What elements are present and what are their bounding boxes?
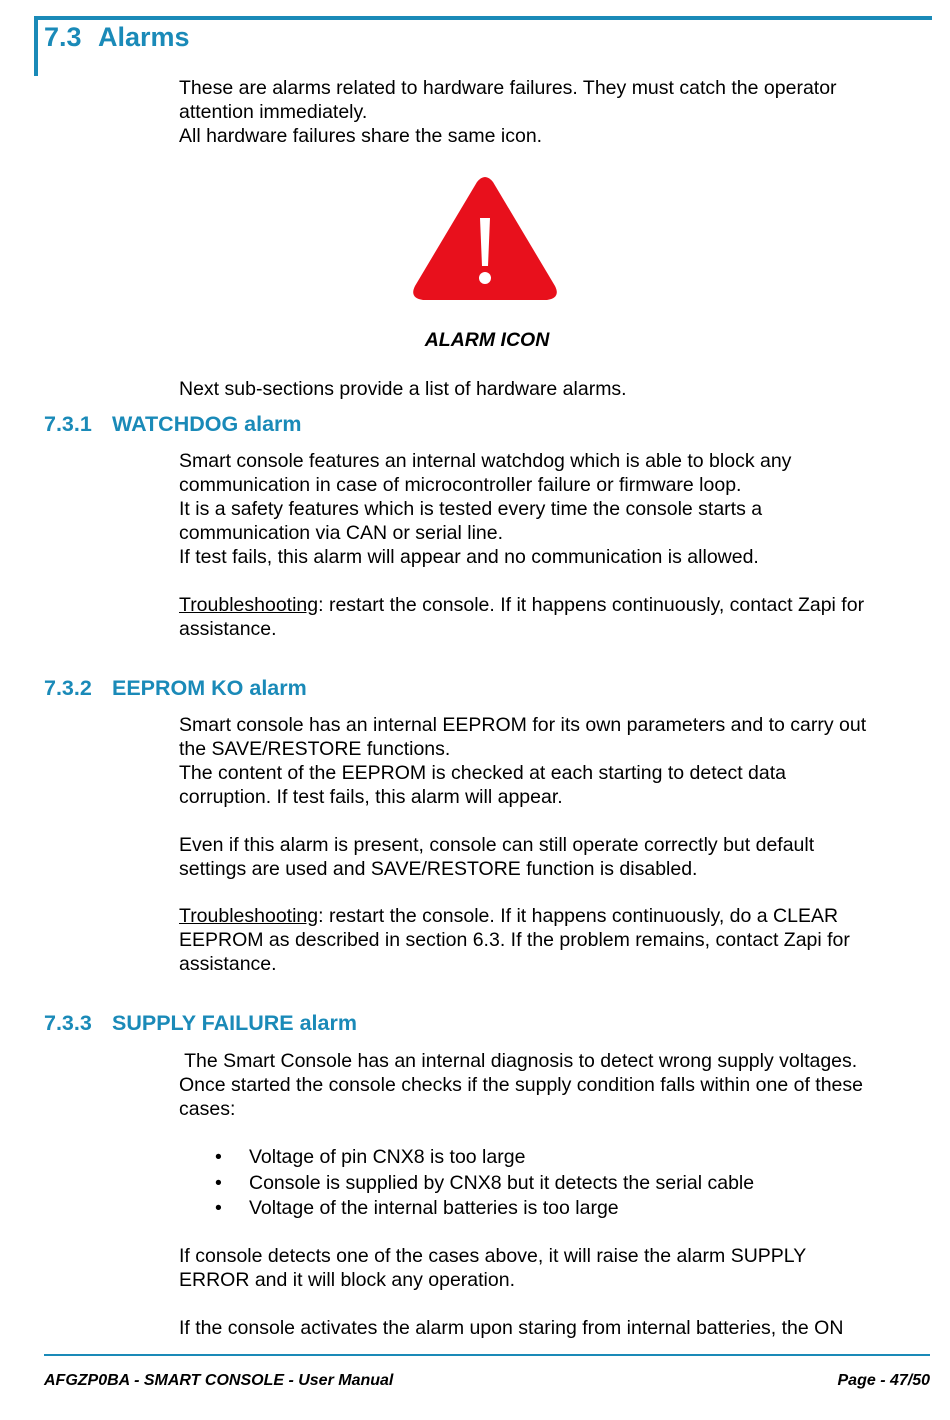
supply-line-3: cases:	[179, 1098, 236, 1120]
intro-line-1: These are alarms related to hardware failures. They must catch the operator	[179, 77, 837, 99]
watchdog-line-4: communication via CAN or serial line.	[179, 522, 504, 544]
footer-page-number: Page - 47/50	[837, 1372, 930, 1389]
subsection-number: 7.3.1	[44, 412, 92, 436]
eeprom-troubleshooting-line-2: EEPROM as described in section 6.3. If the problem remains, contact Zapi for	[179, 929, 850, 951]
troubleshooting-label: Troubleshooting	[179, 594, 319, 616]
icon-caption: ALARM ICON	[424, 329, 550, 351]
eeprom-troubleshooting-line-1	[179, 904, 838, 928]
watchdog-troubleshooting-line-1	[179, 593, 864, 617]
bullet-icon: •	[215, 1171, 222, 1194]
eeprom-line-2: the SAVE/RESTORE functions.	[179, 738, 451, 760]
watchdog-line-5: If test fails, this alarm will appear and no communication is allowed.	[179, 546, 759, 568]
bullet-icon: •	[215, 1197, 222, 1219]
subsection-title-supply-failure	[44, 1011, 357, 1036]
watchdog-troubleshooting-line-2: assistance.	[179, 618, 277, 640]
list-item-text: Voltage of the internal batteries is too large	[249, 1197, 619, 1219]
intro-line-2: attention immediately.	[179, 101, 368, 123]
troubleshooting-label: Troubleshooting	[179, 905, 319, 927]
eeprom-line-4: corruption. If test fails, this alarm will appear.	[179, 786, 563, 808]
supply-line-5: ERROR and it will block any operation.	[179, 1269, 515, 1291]
next-sections-text: Next sub-sections provide a list of hardware alarms.	[179, 378, 627, 400]
eeprom-line-3: The content of the EEPROM is checked at each starting to detect data	[179, 762, 787, 784]
subsection-title-eeprom	[44, 676, 307, 701]
subsection-title-text: EEPROM KO alarm	[112, 676, 307, 700]
supply-line-1: The Smart Console has an internal diagnosis to detect wrong supply voltages.	[179, 1050, 858, 1072]
subsection-number: 7.3.3	[44, 1011, 92, 1035]
eeprom-troubleshooting-line-3: assistance.	[179, 953, 277, 975]
watchdog-line-2: communication in case of microcontroller failure or firmware loop.	[179, 474, 742, 496]
subsection-title-watchdog	[44, 412, 302, 437]
troubleshooting-text: : restart the console. If it happens continuously, contact Zapi for	[318, 594, 865, 616]
warning-triangle-icon	[411, 174, 559, 304]
watchdog-line-1: Smart console features an internal watchdog which is able to block any	[179, 450, 792, 472]
intro-line-3: All hardware failures share the same icon.	[179, 125, 543, 147]
eeprom-line-5: Even if this alarm is present, console can still operate correctly but default	[179, 834, 815, 856]
bullet-icon: •	[215, 1146, 222, 1168]
eeprom-line-1: Smart console has an internal EEPROM for its own parameters and to carry out	[179, 714, 867, 736]
section-number: 7.3	[44, 22, 82, 52]
footer-divider	[44, 1354, 930, 1356]
watchdog-line-3: It is a safety features which is tested every time the console starts a	[179, 498, 763, 520]
subsection-title-text: SUPPLY FAILURE alarm	[112, 1011, 357, 1035]
eeprom-line-6: settings are used and SAVE/RESTORE function is disabled.	[179, 858, 698, 880]
section-title-text: Alarms	[98, 22, 190, 52]
list-item-text: Console is supplied by CNX8 but it detects the serial cable	[249, 1171, 755, 1194]
troubleshooting-text: : restart the console. If it happens continuously, do a CLEAR	[318, 905, 839, 927]
supply-line-6: If the console activates the alarm upon staring from internal batteries, the ON	[179, 1317, 844, 1339]
footer-document-title: AFGZP0BA - SMART CONSOLE - User Manual	[44, 1372, 394, 1389]
list-item-text: Voltage of pin CNX8 is too large	[249, 1146, 526, 1168]
subsection-title-text: WATCHDOG alarm	[112, 412, 302, 436]
supply-line-4: If console detects one of the cases above, it will raise the alarm SUPPLY	[179, 1245, 807, 1267]
subsection-number: 7.3.2	[44, 676, 92, 700]
supply-line-2: Once started the console checks if the supply condition falls within one of these	[179, 1074, 863, 1096]
section-title	[44, 22, 190, 53]
